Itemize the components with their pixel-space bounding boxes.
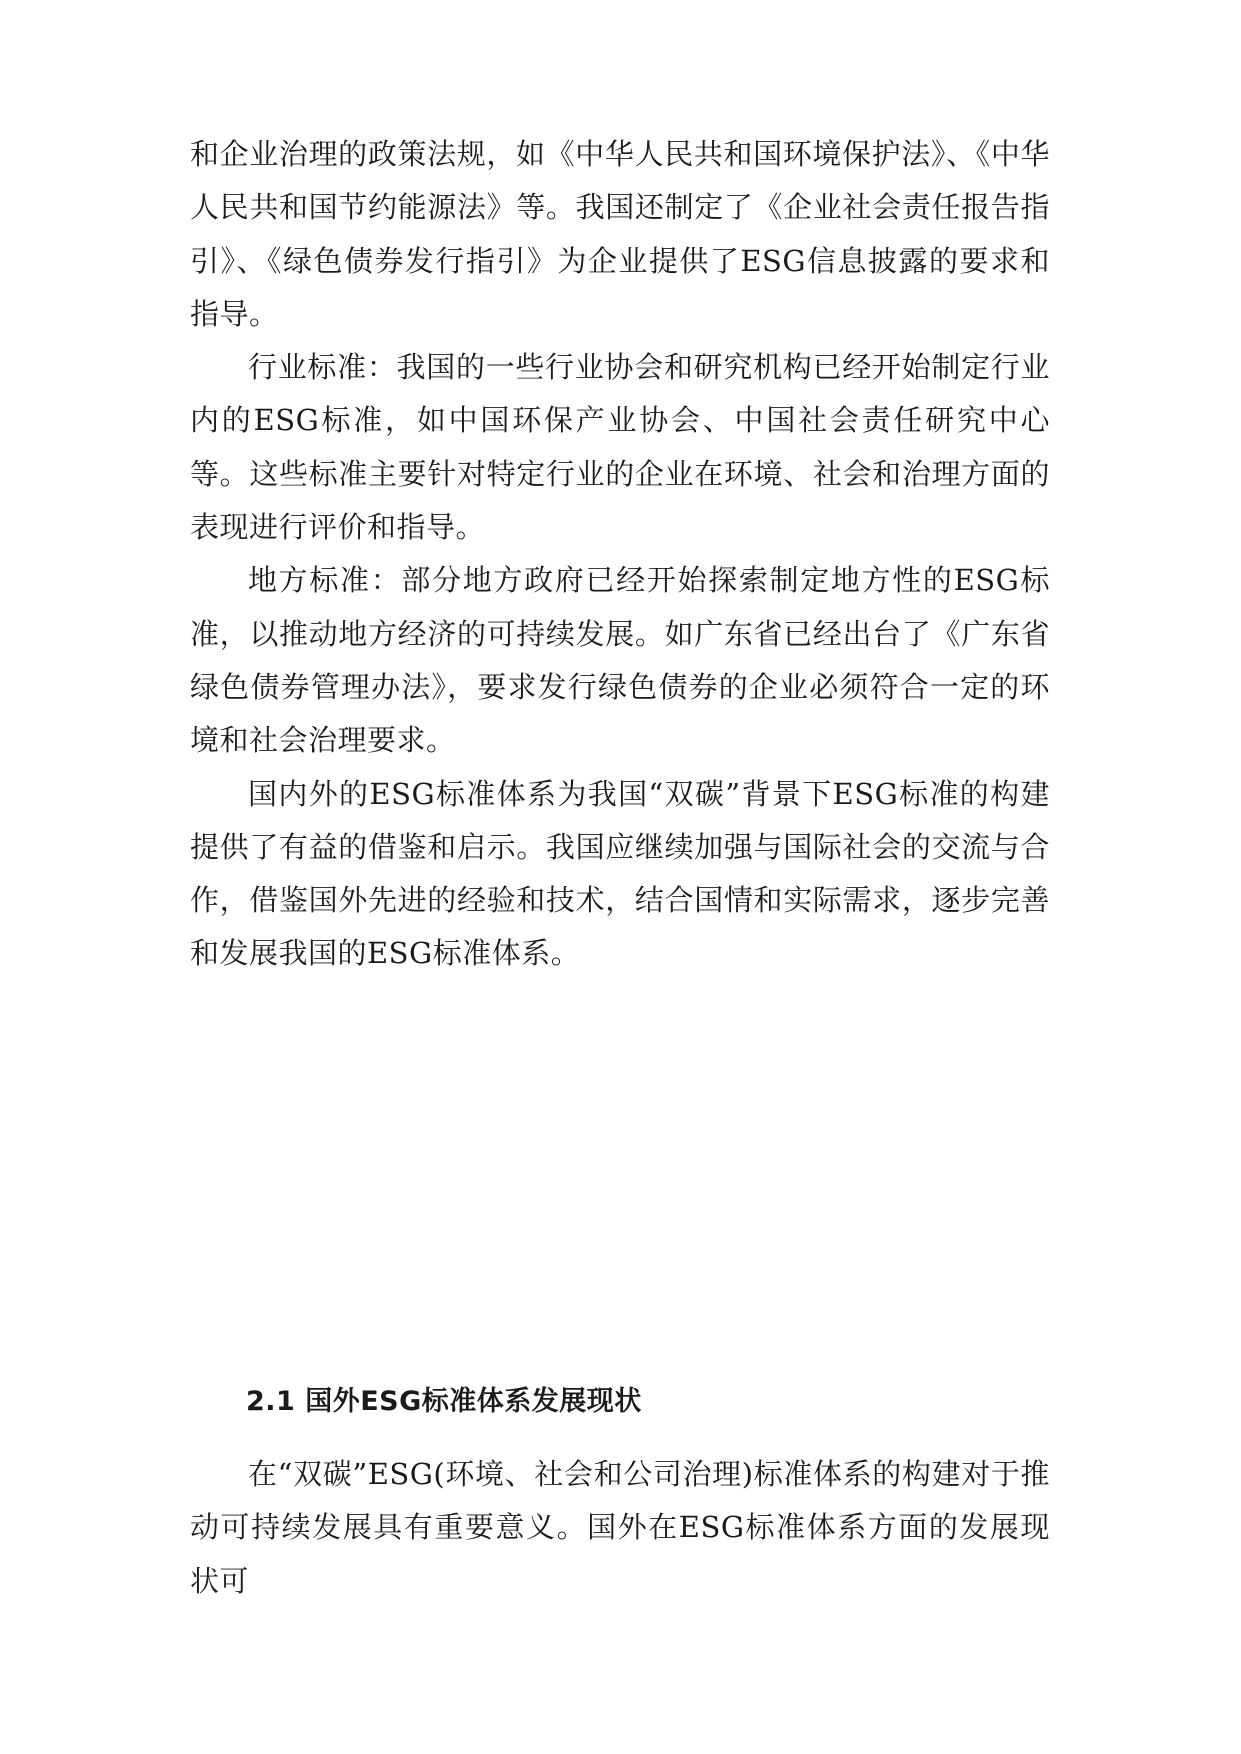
body-text-top — [190, 128, 1050, 981]
paragraph-industry-standards: 行业标准：我国的一些行业协会和研究机构已经开始制定行业内的ESG标准，如中国环保产业协会、中国社会责任研究中心等。这些标准主要针对特定行业的企业在环境、社会和治理方面的表现进行评价和指导。 — [190, 350, 1050, 545]
paragraph-local-standards: 地方标准：部分地方政府已经开始探索制定地方性的ESG标准，以推动地方经济的可持续发展。如广东省已经出台了《广东省绿色债券管理办法》，要求发行绿色债券的企业必须符合一定的环境和社会治理要求。 — [190, 563, 1050, 758]
paragraph-domestic-foreign-summary: 国内外的ESG标准体系为我国“双碳”背景下ESG标准的构建提供了有益的借鉴和启示。我国应继续加强与国际社会的交流与合作，借鉴国外先进的经验和技术，结合国情和实际需求，逐步完善和发展我国的ESG标准体系。 — [190, 776, 1050, 971]
paragraph-foreign-esg-intro: 在“双碳”ESG(环境、社会和公司治理)标准体系的构建对于推动可持续发展具有重要意义。国外在ESG标准体系方面的发展现状可 — [190, 1457, 1050, 1598]
paragraph-continuation: 和企业治理的政策法规，如《中华人民共和国环境保护法》、《中华人民共和国节约能源法》等。我国还制定了《企业社会责任报告指引》、《绿色债券发行指引》为企业提供了ESG信息披露的要求和指导。 — [190, 137, 1050, 331]
section-heading: 2.1 国外ESG标准体系发展现状 — [246, 1386, 642, 1417]
body-text-bottom — [190, 1448, 1050, 1608]
